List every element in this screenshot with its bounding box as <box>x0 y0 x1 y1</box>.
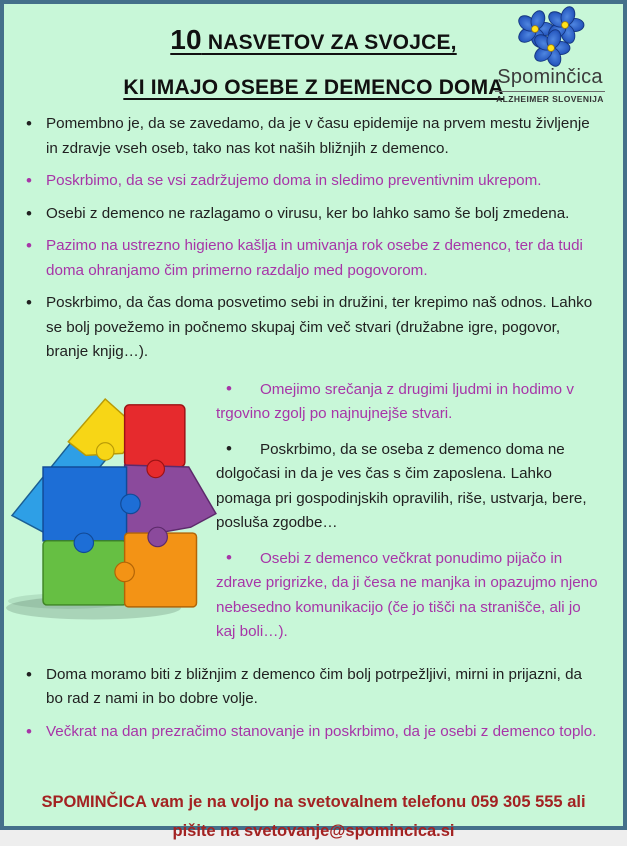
forget-me-not-flowers-icon <box>504 10 596 68</box>
logo-subtitle: ALZHEIMER SLOVENIJA <box>496 94 604 104</box>
list-item: • Poskrbimo, da se oseba z demenco doma ne dolgočasi in da je ves čas s čim zaposlena. Lahko pomaga pri gospodinjskih opravilih, riše, ustvarja, bere, posluša zgodbe… <box>8 437 599 536</box>
contact-line-phone: SPOMINČICA vam je na voljo na svetovalnem telefonu 059 305 555 ali <box>41 793 586 811</box>
middle-section <box>4 373 623 645</box>
contact-line-email: pišite na svetovanje@spomincica.si <box>172 822 455 840</box>
title-line-1-text: NASVETOV ZA SVOJCE, <box>201 31 457 54</box>
list-item: • Pazimo na ustrezno higieno kašlja in umivanja rok osebe z demenco, ter da tudi doma ohranjamo čim primerno razdaljo med pogovorom. <box>4 234 597 283</box>
logo-name: Spominčica <box>497 66 603 88</box>
list-item: • Osebi z demenco ne razlagamo o virusu, ker bo lahko samo še bolj zmedena. <box>4 202 597 227</box>
list-item: • Poskrbimo, da se vsi zadržujemo doma in sledimo preventivnim ukrepom. <box>4 169 597 194</box>
header <box>4 4 623 104</box>
list-item: • Pomembno je, da se zavedamo, da je v času epidemije na prvem mestu življenje in zdravje vseh oseb, tako nas kot naših bližnjih z demenco. <box>4 112 597 161</box>
logo-divider <box>495 91 605 92</box>
list-item: • Poskrbimo, da čas doma posvetimo sebi in družini, ter krepimo naš odnos. Lahko se bolj povežemo in počnemo skupaj čim več stvari (družabne igre, pogovor, branje knjig…). <box>4 291 597 365</box>
contact-footer <box>4 788 623 846</box>
list-item: • Osebi z demenco večkrat ponudimo pijačo in zdrave prigrizke, da ji česa ne manjka in opazujmo njeno nebesedno komunikacijo (če jo tišči na stranišče, ali jo kaj boli…). <box>8 546 599 645</box>
title-line-1 <box>170 24 456 56</box>
title-line-2: KI IMAJO OSEBE Z DEMENCO DOMA <box>123 76 504 99</box>
spomincica-logo <box>489 10 611 104</box>
tips-list-bottom <box>4 655 623 745</box>
list-item: • Doma moramo biti z bližnjim z demenco čim bolj potrpežljivi, mirni in prijazni, da bo rad z nami in bo dobre volje. <box>4 663 597 712</box>
title-number: 10 <box>170 24 202 55</box>
puzzle-house-image <box>10 379 214 623</box>
list-item: • Večkrat na dan prezračimo stanovanje in poskrbimo, da je osebi z demenco toplo. <box>4 720 597 745</box>
list-item: • Omejimo srečanja z drugimi ljudmi in hodimo v trgovino zgolj po najnujnejše stvari. <box>8 377 599 427</box>
tips-list-top <box>4 112 623 365</box>
